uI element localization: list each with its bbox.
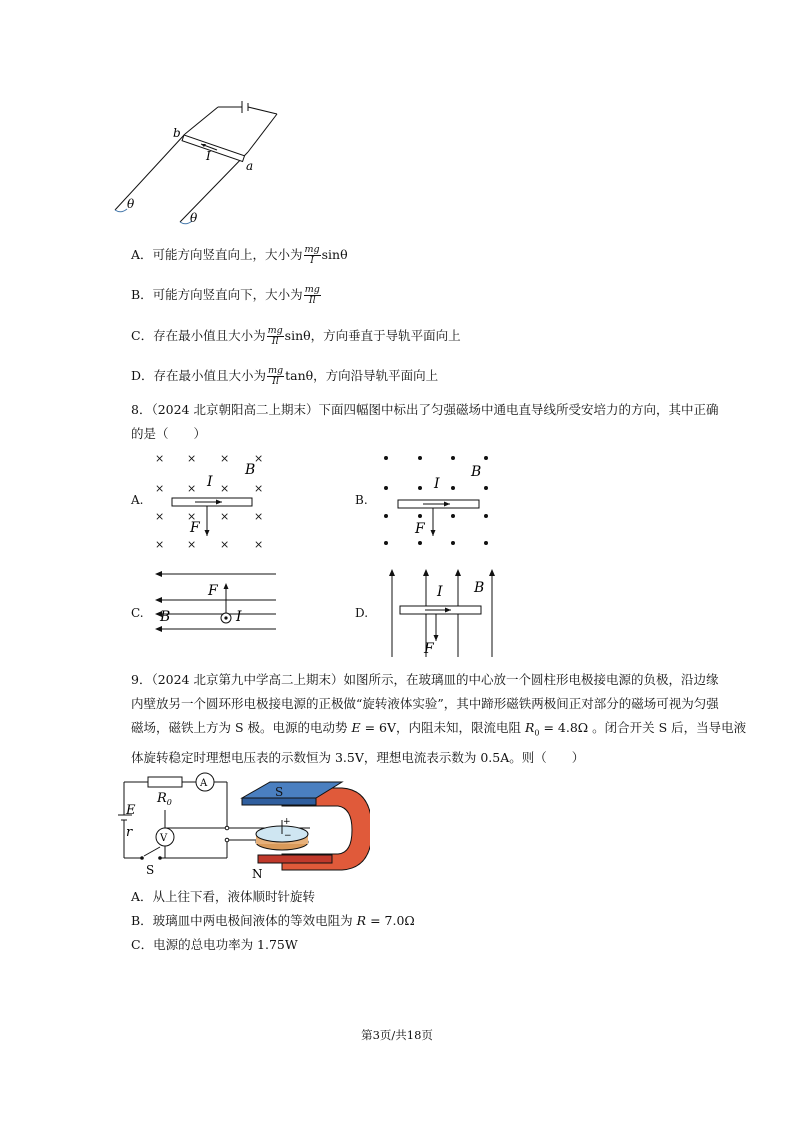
svg-text:×: ×: [155, 538, 165, 551]
label-I: I: [206, 149, 211, 163]
voltmeter-icon: V: [160, 833, 168, 844]
q8-figure-a: [150, 448, 275, 553]
sym-F: F: [424, 641, 434, 657]
svg-text:×: ×: [254, 510, 264, 523]
label-switch-S: S: [146, 863, 155, 877]
sym-F: F: [190, 520, 200, 536]
q8-label-b[interactable]: B.: [355, 493, 368, 507]
q7-option-a[interactable]: A．可能方向竖直向上，大小为 $\frac{mg}{I}$ sinθ: [131, 244, 348, 266]
label-pole-S: S: [275, 785, 284, 799]
label-minus: −: [284, 831, 292, 841]
q9-line3: 磁场，磁铁上方为 S 极。电源的电动势 E = 6V，内阻未知，限流电阻 $R_0 = 4.8\Omega$ 。闭合开关 S 后，当导电液: [131, 720, 747, 738]
sym-I: I: [434, 476, 440, 492]
sym-F: F: [208, 583, 218, 599]
q9-option-a[interactable]: A．从上往下看，液体顺时针旋转: [131, 889, 316, 904]
label-theta-2: θ: [190, 211, 198, 225]
svg-text:×: ×: [155, 482, 165, 495]
label-r: r: [126, 825, 133, 840]
svg-text:×: ×: [220, 452, 230, 465]
q7-option-d[interactable]: D．存在最小值且大小为 $\frac{mg}{Il}$ tanθ，方向沿导轨平面向上: [131, 365, 439, 387]
ammeter-icon: A: [200, 778, 208, 789]
q9-stem: [131, 668, 747, 770]
q8-label-a[interactable]: A.: [131, 493, 144, 507]
rail-figure: [105, 100, 295, 235]
svg-text:×: ×: [254, 538, 264, 551]
q8-figure-d: [380, 565, 505, 660]
sym-B: B: [245, 462, 256, 478]
q8-figure-b: [378, 448, 503, 553]
sym-B: B: [474, 580, 485, 596]
sym-I: I: [437, 584, 443, 600]
q8-line2: 的是（ ）: [131, 426, 207, 441]
q9-line2: 内壁放另一个圆环形电极接电源的正极做“旋转液体实验”，其中蹄形磁铁两极间正对部分的磁场可视为匀强: [131, 696, 719, 711]
svg-text:×: ×: [220, 510, 230, 523]
q8-stem: [131, 398, 719, 446]
label-theta-1: θ: [127, 197, 135, 211]
label-a: a: [246, 159, 254, 173]
svg-text:×: ×: [220, 538, 230, 551]
label-b: b: [173, 126, 181, 140]
svg-text:×: ×: [254, 452, 264, 465]
label-E: E: [126, 803, 136, 818]
q8-label-d[interactable]: D.: [355, 606, 369, 620]
label-plus: +: [283, 817, 291, 827]
page-footer: 第3页/共18页: [361, 1028, 433, 1042]
q8-figure-c: [150, 565, 280, 640]
q8-label-c[interactable]: C.: [131, 606, 144, 620]
q8-line1: 8．（2024 北京朝阳高二上期末）下面四幅图中标出了匀强磁场中通电直导线所受安培力的方向，其中正确: [131, 402, 719, 417]
svg-text:×: ×: [155, 510, 165, 523]
svg-text:×: ×: [254, 482, 264, 495]
q9-option-c[interactable]: C．电源的总电功率为 1.75W: [131, 937, 298, 952]
q7-option-b[interactable]: B．可能方向竖直向下，大小为 $\frac{mg}{Il}$: [131, 284, 320, 306]
sym-B: B: [160, 609, 171, 625]
svg-text:×: ×: [155, 452, 165, 465]
svg-text:×: ×: [187, 482, 197, 495]
label-R0: $R_0$: [157, 791, 172, 807]
label-pole-N: N: [252, 867, 263, 880]
sym-I: I: [207, 474, 213, 490]
q7-option-c[interactable]: C．存在最小值且大小为 $\frac{mg}{Il}$ sinθ，方向垂直于导轨平面向上: [131, 325, 461, 347]
svg-text:×: ×: [187, 538, 197, 551]
q9-line4: 体旋转稳定时理想电压表的示数恒为 3.5V，理想电流表示数为 0.5A。则（ ）: [131, 749, 585, 765]
q9-line1: 9．（2024 北京第九中学高二上期末）如图所示，在玻璃皿的中心放一个圆柱形电极接电源的负极，沿边缘: [131, 672, 719, 687]
q9-figure: [110, 770, 370, 880]
sym-B: B: [471, 464, 482, 480]
svg-text:×: ×: [187, 452, 197, 465]
sym-I: I: [236, 609, 242, 625]
sym-F: F: [415, 521, 425, 537]
svg-text:×: ×: [220, 482, 230, 495]
q9-option-b[interactable]: B．玻璃皿中两电极间液体的等效电阻为 R = 7.0Ω: [131, 913, 415, 928]
svg-text:×: ×: [187, 510, 197, 523]
